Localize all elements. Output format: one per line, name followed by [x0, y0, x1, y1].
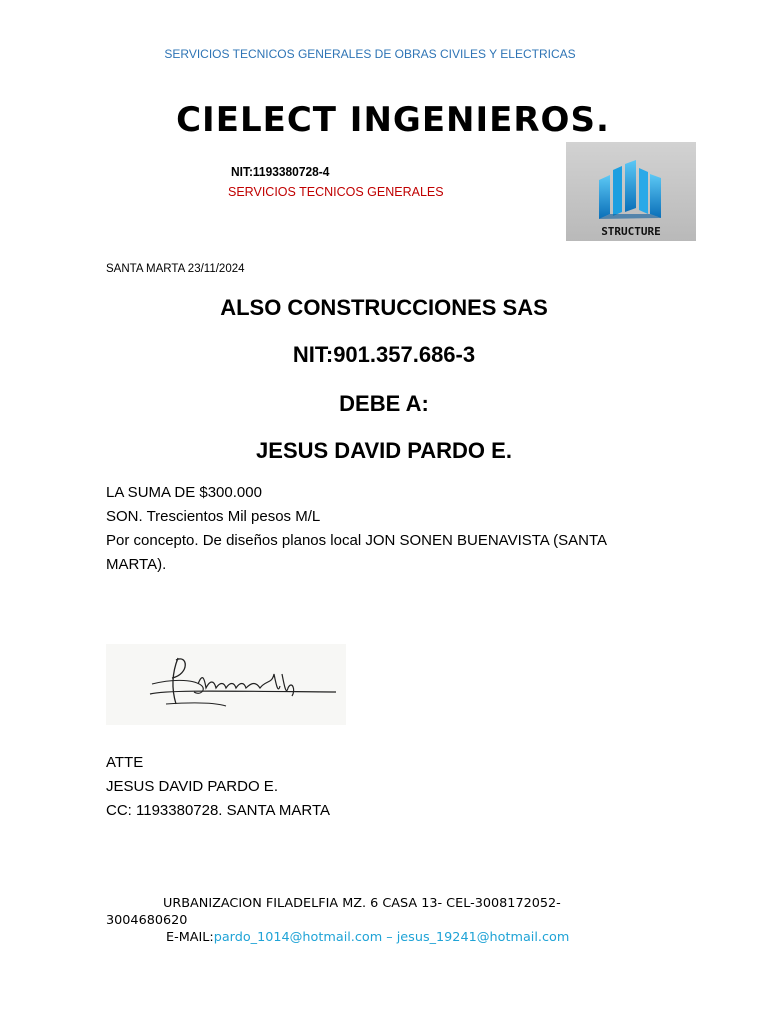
structure-logo-icon: [566, 142, 696, 241]
date-line: SANTA MARTA 23/11/2024: [106, 263, 245, 275]
creditor-name: JESUS DAVID PARDO E.: [256, 438, 512, 463]
footer: [106, 895, 626, 946]
company-nit: NIT:1193380728-4: [231, 164, 330, 179]
company-name: CIELECT INGENIEROS.: [176, 100, 610, 140]
email-links[interactable]: pardo_1014@hotmail.com – jesus_19241@hotmail.com: [213, 930, 570, 945]
debtor-name: ALSO CONSTRUCCIONES SAS: [220, 295, 548, 320]
closing-cc: CC: 1193380728. SANTA MARTA: [106, 802, 330, 819]
closing-block: [106, 751, 330, 823]
logo-text: STRUCTURE: [601, 225, 661, 238]
footer-address-b: 3004680620: [106, 913, 188, 928]
footer-email-line: [106, 929, 626, 946]
closing-atte: ATTE: [106, 754, 144, 771]
structure-logo: [566, 142, 696, 241]
amount-words-line: SON. Trescientos Mil pesos M/L: [106, 508, 321, 525]
footer-address-a: URBANIZACION FILADELFIA MZ. 6 CASA 13- CEL-3008172052-: [163, 896, 561, 911]
company-services: SERVICIOS TECNICOS GENERALES: [228, 185, 444, 199]
closing-name: JESUS DAVID PARDO E.: [106, 778, 278, 795]
debtor-nit: NIT:901.357.686-3: [292, 342, 476, 367]
owes-label: DEBE A:: [339, 391, 429, 416]
concept-line: Por concepto. De diseños planos local JON SONEN BUENAVISTA (SANTA MARTA).: [106, 532, 607, 573]
header-top-line: SERVICIOS TECNICOS GENERALES DE OBRAS CIVILES Y ELECTRICAS: [164, 47, 576, 61]
handwritten-signature: [106, 644, 346, 725]
email-label: E-MAIL:: [166, 930, 214, 945]
body-text: [106, 481, 646, 577]
amount-line: LA SUMA DE $300.000: [106, 484, 262, 501]
